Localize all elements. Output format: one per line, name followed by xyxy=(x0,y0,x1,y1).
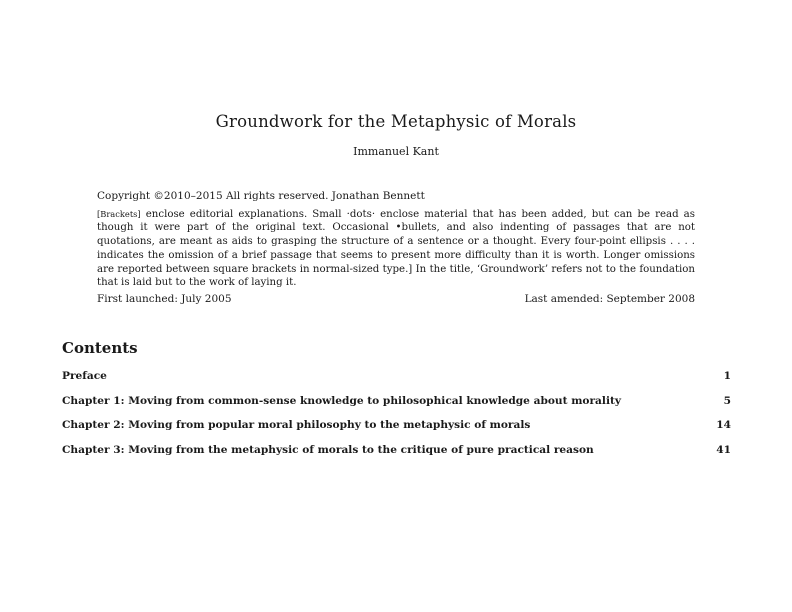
toc-entry-label: Chapter 2: Moving from popular moral philosophy to the metaphysic of morals xyxy=(62,419,531,432)
toc-entry-label: Chapter 1: Moving from common-sense knowledge to philosophical knowledge about morality xyxy=(62,394,622,407)
editorial-note-bracket-word: [Brackets] xyxy=(97,208,141,219)
title-block xyxy=(0,112,792,158)
toc-entry-page-number: 5 xyxy=(723,394,731,407)
front-matter xyxy=(97,190,695,307)
toc-entry-label: Chapter 3: Moving from the metaphysic of morals to the critique of pure practical reason xyxy=(62,444,594,457)
editorial-note-text: enclose editorial explanations. Small ·dots· enclose material that has been added, but can be read as though it were part of the original text. Occasional •bullets, and also indenting of passages that are not quotations, are meant as aids to grasping the structure of a sentence or a thought. Every four-point ellipsis . . . . indicates the omission of a brief passage that seems to present more difficulty than it is worth. Longer omissions are reported between square brackets in normal-sized type.] In the title, ‘Groundwork’ refers not to the foundation that is laid but to the work of laying it. xyxy=(97,208,695,289)
document-title: Groundwork for the Metaphysic of Morals xyxy=(215,112,577,131)
contents-heading: Contents xyxy=(62,339,138,357)
first-launched-date: First launched: July 2005 xyxy=(97,292,232,305)
toc-entry-page-number: 14 xyxy=(716,419,731,432)
last-amended-date: Last amended: September 2008 xyxy=(524,292,695,305)
toc-entry-chapter-1[interactable] xyxy=(62,395,731,408)
toc-entry-page-number: 41 xyxy=(716,444,731,457)
dates-row xyxy=(97,293,695,307)
document-author: Immanuel Kant xyxy=(353,145,439,158)
toc-entry-chapter-3[interactable] xyxy=(62,444,731,457)
toc-entry-chapter-2[interactable] xyxy=(62,419,731,432)
toc-entry-label: Preface xyxy=(62,370,107,382)
editorial-note xyxy=(97,208,695,290)
toc-entry-page-number: 1 xyxy=(723,370,731,382)
table-of-contents xyxy=(62,370,731,457)
toc-entry-preface[interactable] xyxy=(62,370,731,383)
copyright-line: Copyright ©2010–2015 All rights reserved. Jonathan Bennett xyxy=(97,190,425,202)
contents-section xyxy=(62,339,731,457)
